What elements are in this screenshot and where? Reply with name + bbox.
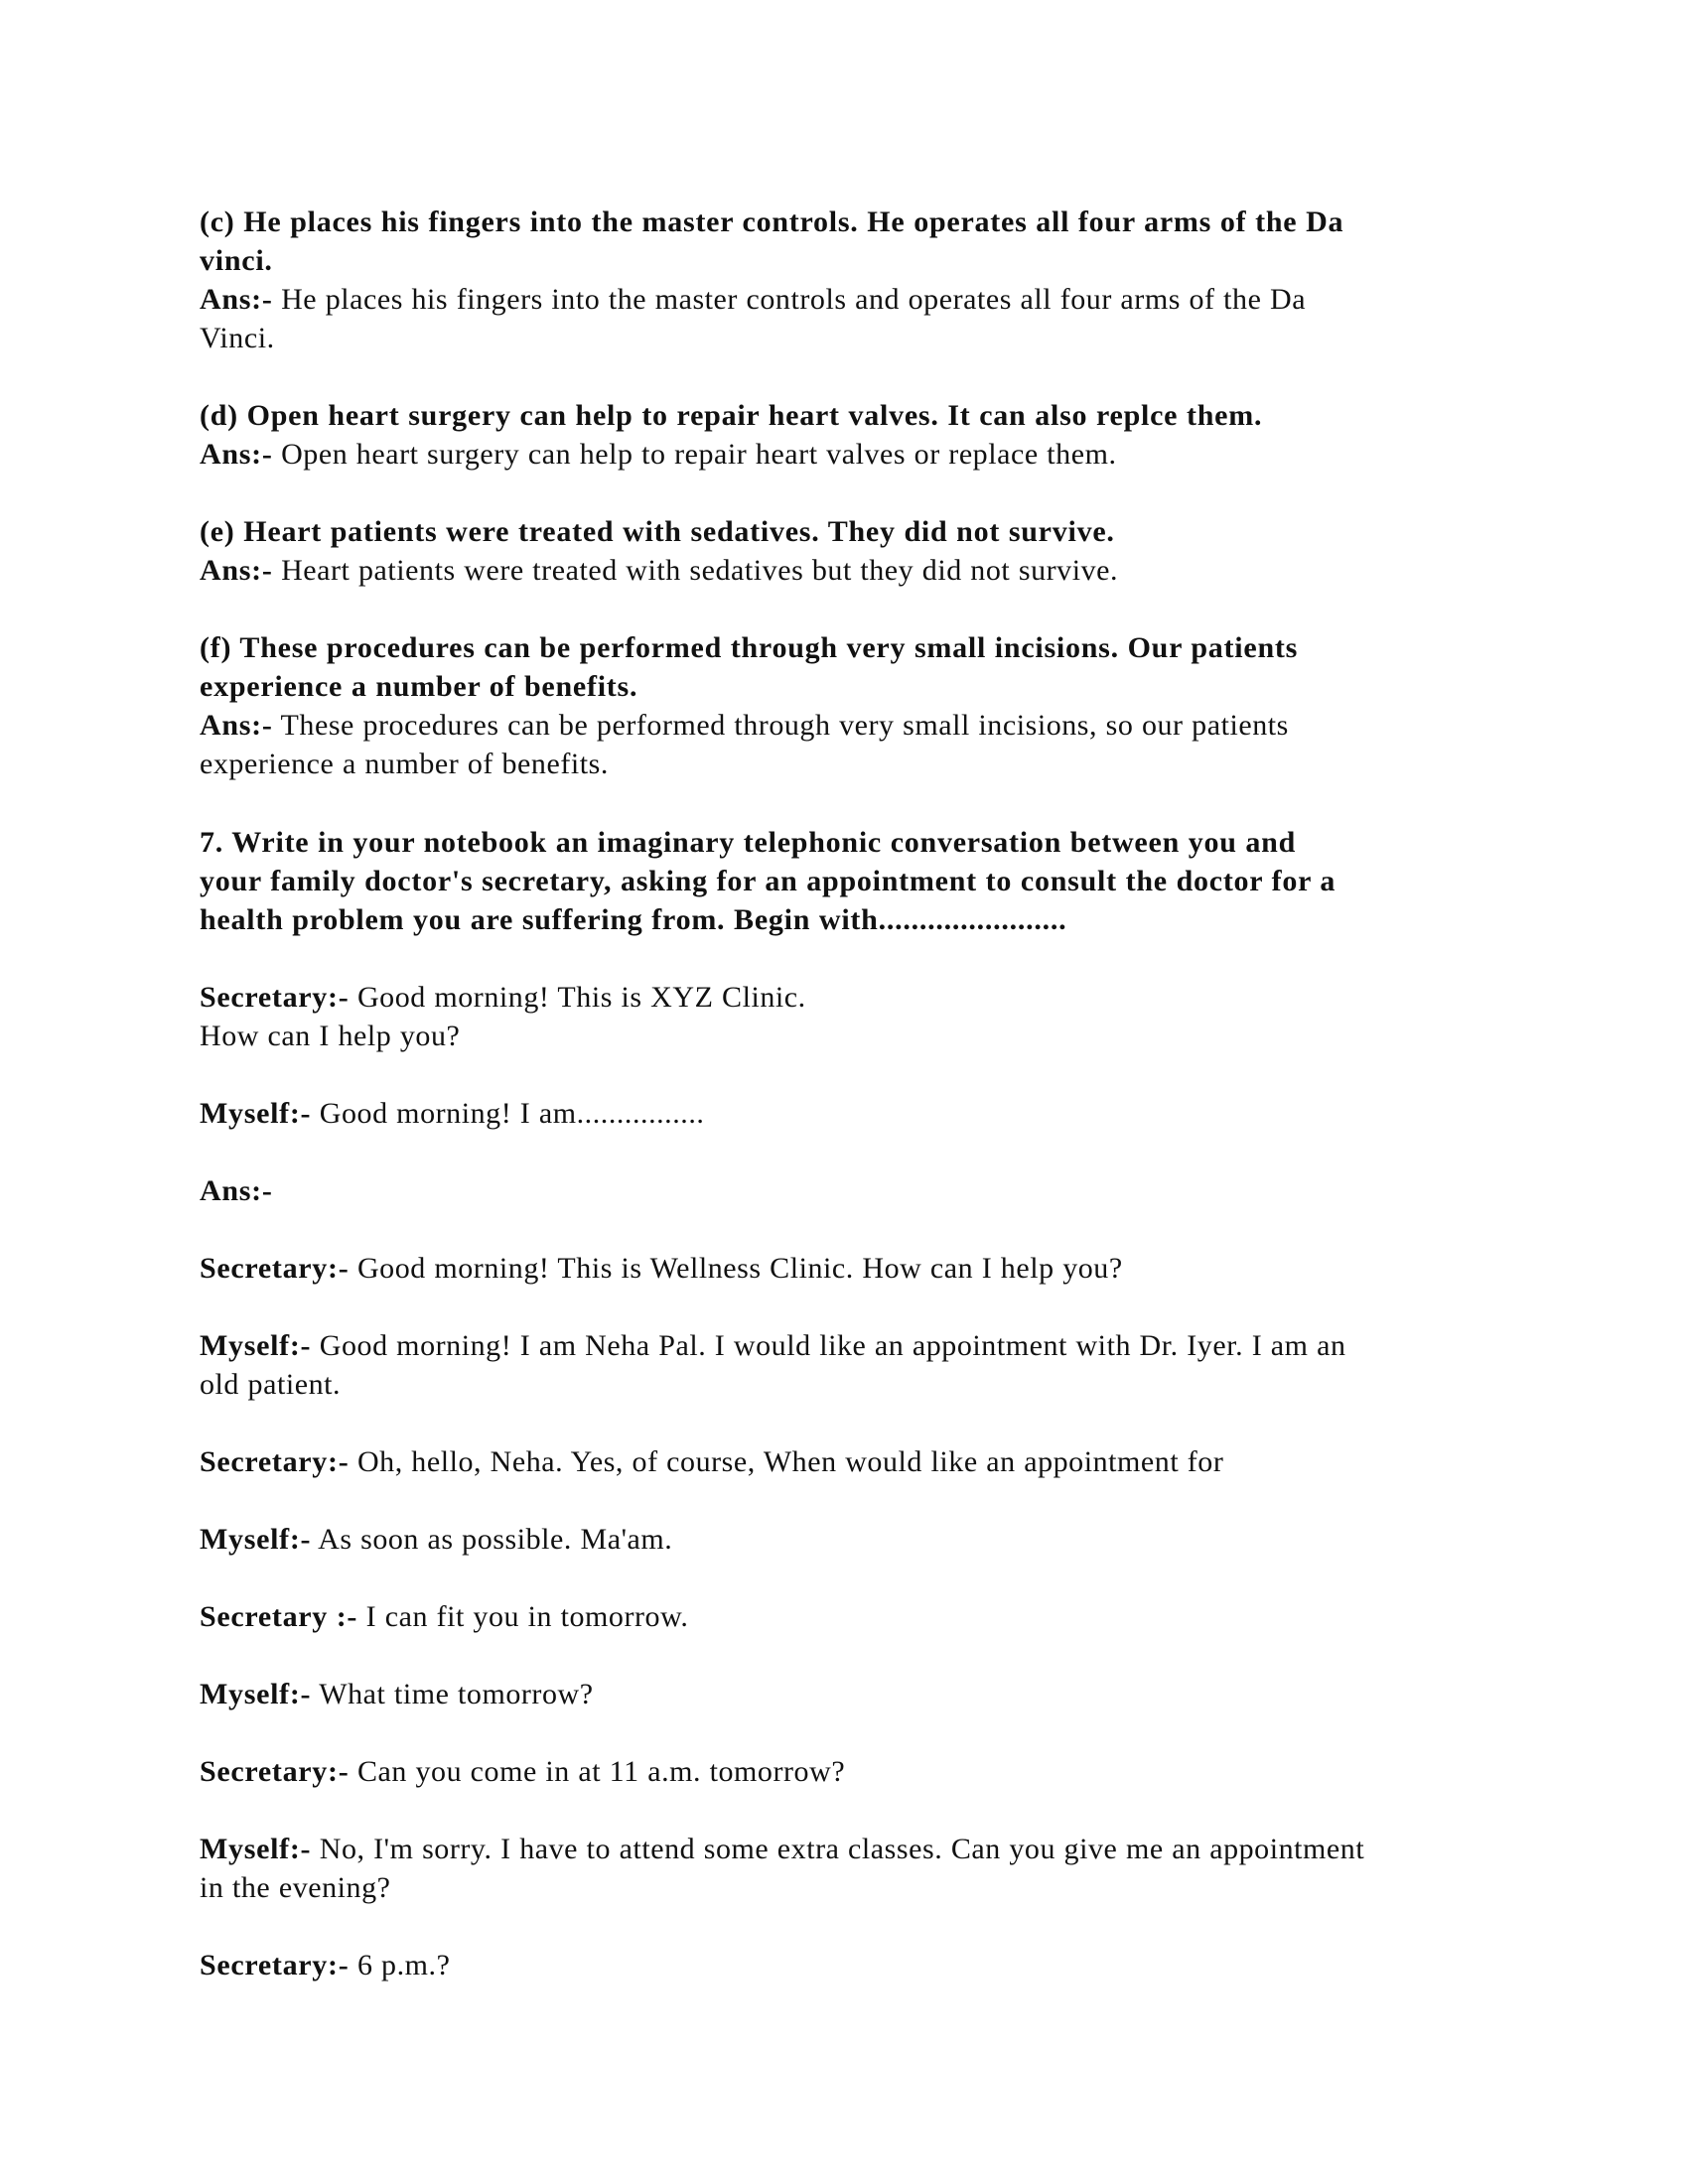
dialogue-line [200,978,1510,1017]
speaker-label: Secretary:- [200,980,350,1014]
answer-label: Ans:- [200,438,273,472]
dialogue-line [200,1442,1510,1481]
dialogue-text: Good morning! This is XYZ Clinic. [349,980,806,1014]
speaker-label: Myself:- [200,1833,312,1866]
question-heading: health problem you are suffering from. Begin with....................... [200,902,1067,936]
dialogue-text: Good morning! I am................ [311,1096,705,1130]
dialogue-line [200,1946,1510,1984]
exercise-item-d [200,396,1510,474]
speaker-label: Secretary:- [200,1445,350,1478]
answer-text: Heart patients were treated with sedatives but they did not survive. [272,554,1119,588]
dialogue-line [200,1675,1510,1713]
answer-text: experience a number of benefits. [200,748,609,781]
answer-line [200,706,1510,745]
spacer [200,939,1510,978]
dialogue-text: Good morning! This is Wellness Clinic. How can I help you? [349,1251,1123,1285]
exercise-item-e [200,512,1510,590]
dialogue-line [200,1326,1510,1365]
spacer [200,1288,1510,1326]
answer-label: Ans:- [200,554,273,588]
answer-text: These procedures can be performed through very small incisions, so our patients [272,709,1289,743]
spacer [200,1055,1510,1094]
answer-label: Ans:- [200,709,273,743]
question-text: (e) Heart patients were treated with sedatives. They did not survive. [200,515,1115,549]
dialogue-text: Good morning! I am Neha Pal. I would like an appointment with Dr. Iyer. I am an [311,1328,1346,1362]
spacer [200,590,1510,628]
spacer [200,1791,1510,1830]
question-heading: 7. Write in your notebook an imaginary telephonic conversation between you and [200,825,1297,859]
dialogue-line [200,1249,1510,1288]
dialogue-line [200,1752,1510,1791]
dialogue-line [200,1830,1510,1868]
spacer [200,357,1510,396]
dialogue-text: Can you come in at 11 a.m. tomorrow? [349,1755,846,1789]
question-text: (c) He places his fingers into the master controls. He operates all four arms of the Da [200,205,1344,238]
exercise-item-f [200,628,1510,783]
speaker-label: Myself:- [200,1096,312,1130]
question-text: (f) These procedures can be performed through very small incisions. Our patients [200,631,1299,665]
question-text: (d) Open heart surgery can help to repair heart valves. It can also replce them. [200,399,1263,433]
answer-label: Ans:- [200,1173,273,1207]
dialogue-text: 6 p.m.? [349,1949,451,1982]
spacer [200,1210,1510,1249]
spacer [200,1404,1510,1442]
dialogue-text: Oh, hello, Neha. Yes, of course, When would like an appointment for [349,1445,1224,1478]
spacer [200,474,1510,512]
answer-text: He places his fingers into the master controls and operates all four arms of the Da [272,283,1307,317]
speaker-label: Secretary:- [200,1949,350,1982]
answer-text: Vinci. [200,322,275,355]
dialogue-text: old patient. [200,1367,342,1401]
question-text: vinci. [200,244,273,278]
answer-line [200,551,1510,590]
speaker-label: Secretary :- [200,1600,358,1634]
exercise-item-c [200,203,1510,357]
dialogue-text: No, I'm sorry. I have to attend some extra classes. Can you give me an appointment [311,1833,1365,1866]
answer-line [200,280,1510,319]
speaker-label: Secretary:- [200,1755,350,1789]
spacer [200,783,1510,822]
spacer [200,1713,1510,1752]
document-body [200,203,1510,1984]
spacer [200,1636,1510,1675]
answer-text: Open heart surgery can help to repair heart valves or replace them. [272,438,1117,472]
dialogue-text: I can fit you in tomorrow. [357,1600,689,1634]
dialogue-text: in the evening? [200,1871,391,1905]
answer-dialogue [200,1249,1510,1985]
question-text: experience a number of benefits. [200,670,638,704]
dialogue-line [200,1520,1510,1559]
dialogue-line [200,1094,1510,1133]
spacer [200,1559,1510,1597]
prompt-dialogue [200,978,1510,1133]
dialogue-line [200,1597,1510,1636]
spacer [200,1481,1510,1520]
dialogue-text: What time tomorrow? [311,1678,594,1711]
speaker-label: Myself:- [200,1523,312,1557]
speaker-label: Secretary:- [200,1251,350,1285]
answer-label: Ans:- [200,283,273,317]
question-heading: your family doctor's secretary, asking for an appointment to consult the doctor for a [200,864,1336,897]
answer-line [200,435,1510,474]
dialogue-text: As soon as possible. Ma'am. [311,1523,673,1557]
spacer [200,1133,1510,1171]
speaker-label: Myself:- [200,1678,312,1711]
spacer [200,1907,1510,1946]
speaker-label: Myself:- [200,1328,312,1362]
question-7 [200,823,1510,939]
dialogue-text: How can I help you? [200,1019,461,1052]
